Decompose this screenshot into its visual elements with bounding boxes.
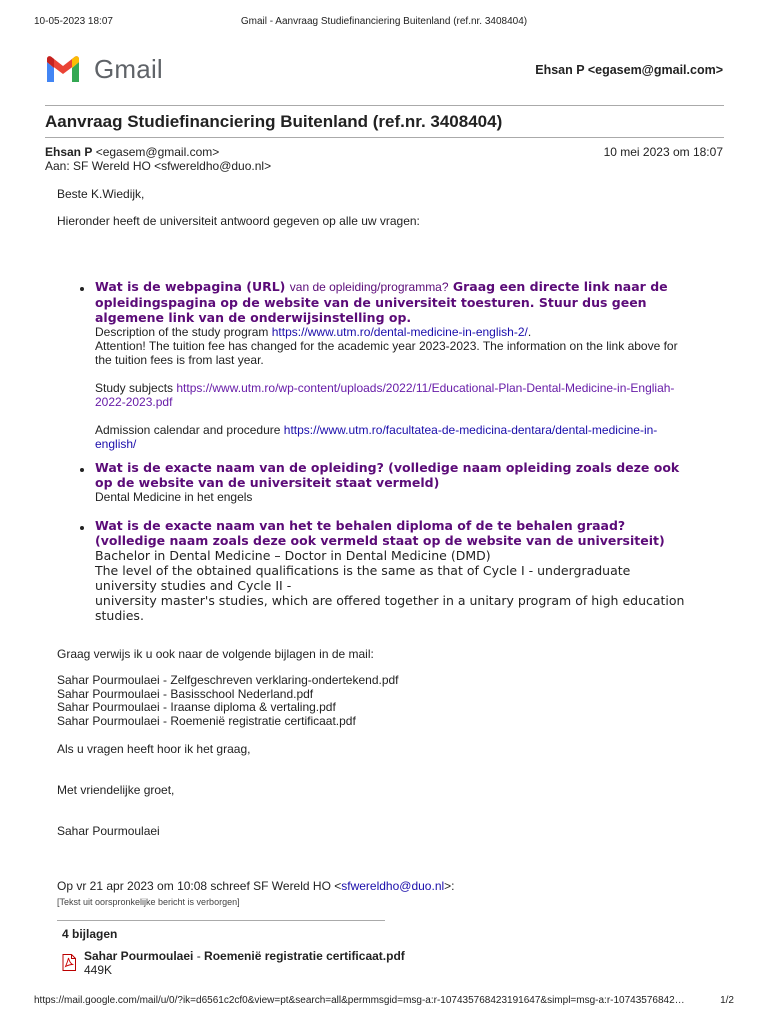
desc-label: Description of the study program — [95, 325, 272, 339]
message-date: 10 mei 2023 om 18:07 — [603, 145, 723, 159]
attachments-count: 4 bijlagen — [62, 927, 118, 941]
attachment-size: 449K — [84, 963, 113, 977]
question-2 — [95, 460, 725, 504]
q3-answer-3: university studies and Cycle II - — [95, 578, 292, 593]
attachment-item[interactable] — [84, 949, 405, 963]
greeting: Beste K.Wiedijk, — [57, 187, 145, 201]
bullet — [80, 468, 84, 472]
print-page-title: Gmail - Aanvraag Studiefinanciering Buitenland (ref.nr. 3408404) — [240, 16, 528, 27]
gmail-logo-icon — [45, 56, 81, 84]
attention-line2: the tuition fees is from last year. — [95, 353, 264, 367]
q1-line3: algemene link van de onderwijsinstelling op. — [95, 310, 412, 325]
q1-text-c: Graag een directe link naar de — [448, 279, 668, 294]
q1-text-b: van de opleiding/programma? — [289, 280, 449, 294]
q1-line2: opleidingspagina op de website van de universiteit toesturen. Stuur dus geen — [95, 295, 647, 310]
gmail-wordmark: Gmail — [94, 54, 163, 84]
account-label: Ehsan P <egasem@gmail.com> — [535, 63, 723, 77]
sender — [45, 145, 219, 159]
signature: Sahar Pourmoulaei — [57, 824, 160, 838]
questions-line: Als u vragen heeft hoor ik het graag, — [57, 742, 251, 756]
bullet — [80, 287, 84, 291]
q3-answer-1: Bachelor in Dental Medicine – Doctor in Dental Medicine (DMD) — [95, 548, 491, 563]
admission-label: Admission calendar and procedure — [95, 423, 284, 437]
q2-line1: Wat is de exacte naam van de opleiding? (volledige naam opleiding zoals deze ook — [95, 460, 680, 475]
divider — [45, 105, 724, 106]
attachment-line: Sahar Pourmoulaei - Iraanse diploma & vertaling.pdf — [57, 700, 336, 714]
intro-text: Hieronder heeft de universiteit antwoord gegeven op alle uw vragen: — [57, 214, 420, 228]
q2-answer: Dental Medicine in het engels — [95, 490, 253, 504]
closing: Met vriendelijke groet, — [57, 783, 175, 797]
attachment-line: Sahar Pourmoulaei - Roemenië registratie certificaat.pdf — [57, 714, 356, 728]
recipient: Aan: SF Wereld HO <sfwereldho@duo.nl> — [45, 159, 272, 173]
print-url: https://mail.google.com/mail/u/0/?ik=d6561c2cf0&view=pt&search=all&permmsgid=msg-a:r-107435768423191647&simpl=msg-a:r-10743576842… — [34, 995, 685, 1006]
question-1 — [95, 279, 725, 451]
pdf-icon[interactable] — [62, 954, 76, 971]
admission-link[interactable]: https://www.utm.ro/facultatea-de-medicina-dentara/dental-medicine-in- — [283, 423, 658, 437]
sender-email: <egasem@gmail.com> — [95, 145, 220, 159]
subjects-link[interactable]: https://www.utm.ro/wp-content/uploads/2022/11/Educational-Plan-Dental-Medicine-in-Engliah- — [176, 381, 675, 395]
attachment-line: Sahar Pourmoulaei - Zelfgeschreven verklaring-ondertekend.pdf — [57, 673, 399, 687]
q3-answer-4: university master's studies, which are offered together in a unitary program of high education — [95, 593, 685, 608]
print-datetime: 10-05-2023 18:07 — [34, 16, 113, 27]
q3-line1: Wat is de exacte naam van het te behalen diploma of de te behalen graad? — [95, 518, 626, 533]
q3-answer-2: The level of the obtained qualifications is the same as that of Cycle I - undergraduate — [95, 563, 631, 578]
attachment-owner: Sahar Pourmoulaei — [84, 949, 194, 963]
q3-answer-5: studies. — [95, 608, 144, 623]
program-link[interactable]: https://www.utm.ro/dental-medicine-in-english-2/ — [271, 325, 528, 339]
desc-end: . — [527, 325, 532, 339]
q2-line2: op de website van de universiteit staat vermeld) — [95, 475, 440, 490]
bullet — [80, 526, 84, 530]
attachment-separator: - — [193, 949, 205, 963]
hidden-text-note[interactable]: [Tekst uit oorspronkelijke bericht is verborgen] — [57, 897, 240, 907]
subjects-label: Study subjects — [95, 381, 177, 395]
attachments-intro: Graag verwijs ik u ook naar de volgende bijlagen in de mail: — [57, 647, 374, 661]
q3-line2: (volledige naam zoals deze ook vermeld staat op de website van de universiteit) — [95, 533, 665, 548]
attachments-divider — [57, 920, 385, 921]
sender-name: Ehsan P — [45, 145, 93, 159]
attachment-line: Sahar Pourmoulaei - Basisschool Nederland.pdf — [57, 687, 314, 701]
quote-header — [57, 879, 455, 893]
q1-text-a: Wat is de webpagina (URL) — [95, 279, 286, 294]
quote-prefix: Op vr 21 apr 2023 om 10:08 schreef SF Wereld HO < — [57, 879, 342, 893]
attachment-filename: Roemenië registratie certificaat.pdf — [204, 949, 405, 963]
print-page-number: 1/2 — [720, 995, 734, 1006]
question-3 — [95, 518, 725, 623]
divider — [45, 137, 724, 138]
subjects-link-cont[interactable]: 2022-2023.pdf — [95, 395, 173, 409]
quote-suffix: >: — [444, 879, 455, 893]
attention-line1: Attention! The tuition fee has changed for the academic year 2023-2023. The information on the link above for — [95, 339, 678, 353]
email-subject: Aanvraag Studiefinanciering Buitenland (ref.nr. 3408404) — [45, 112, 503, 131]
quote-email-link[interactable]: sfwereldho@duo.nl — [341, 879, 445, 893]
admission-link-cont[interactable]: english/ — [95, 437, 137, 451]
